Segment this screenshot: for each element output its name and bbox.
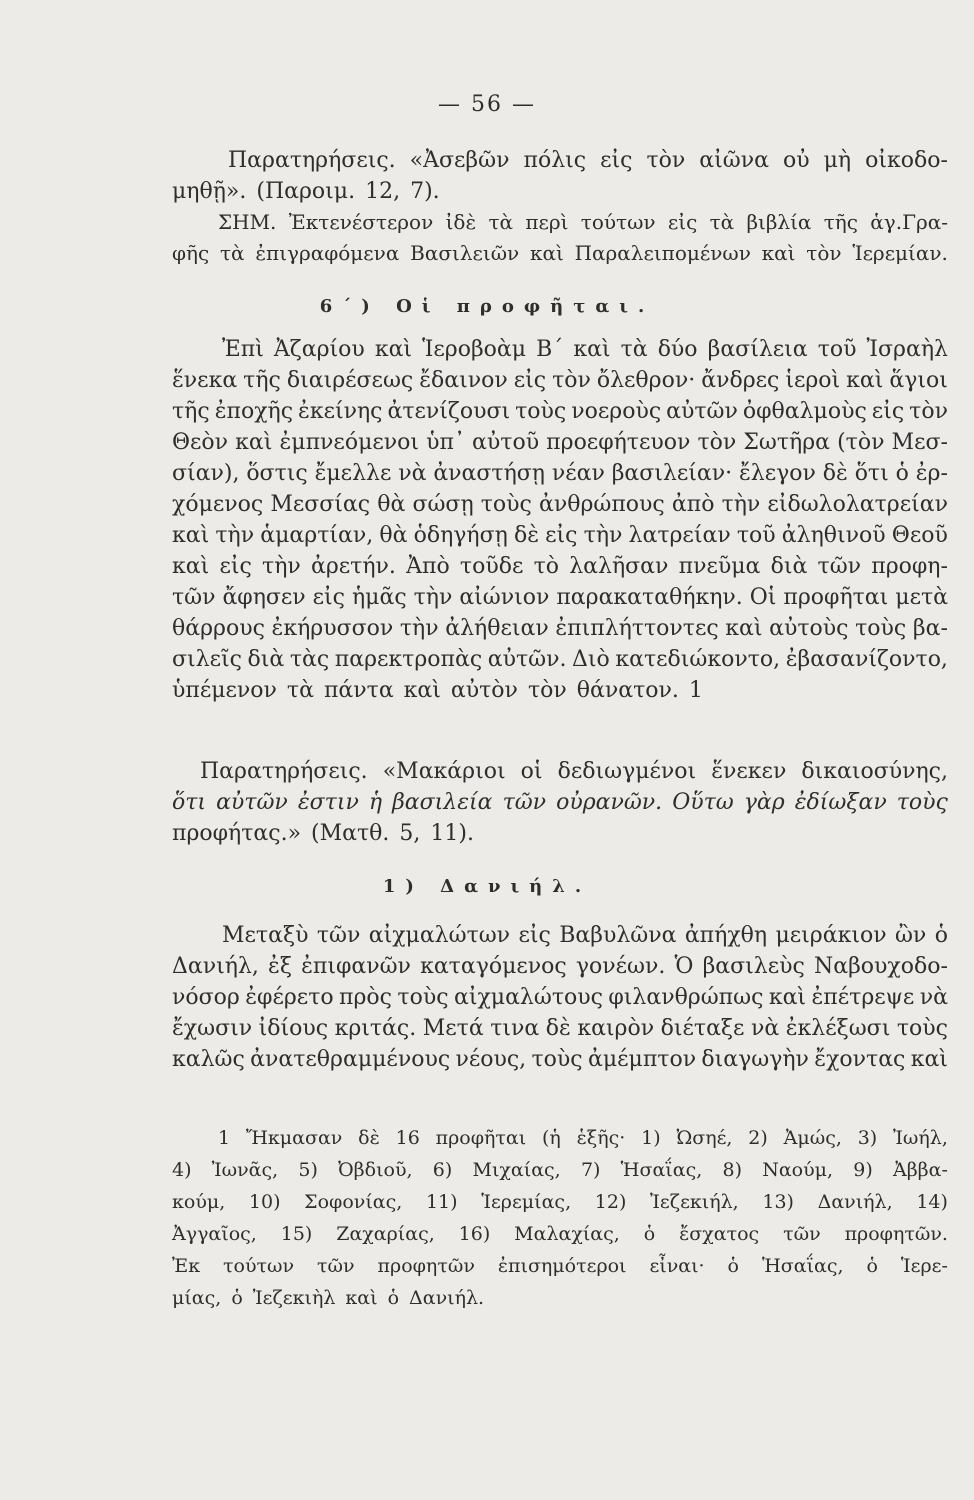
text-line: καὶ τὴν ἁμαρτίαν, θὰ ὁδηγήσῃ δὲ εἰς τὴν λατρείαν τοῦ ἀληθινοῦ Θεοῦ [172,523,948,548]
text-line: ΣΗΜ. Ἐκτενέστερον ἰδὲ τὰ περὶ τούτων εἰς τὰ βιβλία τῆς ἁγ.Γρα- [218,210,948,234]
text-line: Δανιήλ, ἐξ ἐπιφανῶν καταγόμενος γονέων. Ὁ βασιλεὺς Ναβουχοδο- [172,954,948,979]
text-line: τῶν ἄφησεν εἰς ἡμᾶς τὴν αἰώνιον παρακαταθήκην. Οἱ προφῆται μετὰ [172,585,948,610]
footnote [172,1122,948,1314]
footnote-line: Ἐκ τούτων τῶν προφητῶν ἐπισημότεροι εἶναι· ὁ Ἡσαΐας, ὁ Ἱερε- [172,1255,948,1277]
text-line: προφήτας.» (Ματθ. 5, 11). [172,821,474,846]
text-line: σιλεῖς διὰ τὰς παρεκτροπὰς αὐτῶν. Διὸ κατεδιώκοντο, ἐβασανίζοντο, [172,647,948,672]
footnote-line: 1 Ἤκμασαν δὲ 16 προφῆται (ἡ ἑξῆς· 1) Ὠσηέ, 2) Ἀμώς, 3) Ἰωήλ, [218,1127,948,1149]
text-line: θάρρους ἐκήρυσσον τὴν ἀλήθειαν ἐπιπλήττοντες καὶ αὐτοὺς τοὺς βα- [172,616,948,641]
text-line: φῆς τὰ ἐπιγραφόμενα Βασιλειῶν καὶ Παραλειπομένων καὶ τὸν Ἱερεμίαν. [172,241,948,265]
section-heading-daniel: 1) Δανιήλ. [382,876,592,897]
text-line: Μεταξὺ τῶν αἰχμαλώτων εἰς Βαβυλῶνα ἀπήχθη μειράκιον ὢν ὁ [222,923,948,948]
text-line: ἔχωσιν ἰδίους κριτάς. Μετά τινα δὲ καιρὸν διέταξε νὰ ἐκλέξωσι τοὺς [172,1016,948,1041]
text-line: χόμενος Μεσσίας θὰ σώσῃ τοὺς ἀνθρώπους ἀπὸ τὴν εἰδωλολατρείαν [172,492,948,517]
text-line: καὶ εἰς τὴν ἀρετήν. Ἀπὸ τοῦδε τὸ λαλῆσαν πνεῦμα διὰ τῶν προφη- [172,554,948,579]
text-line: ὑπέμενον τὰ πάντα καὶ αὐτὸν τὸν θάνατον. 1 [172,678,703,703]
text-line: σίαν), ὅστις ἔμελλε νὰ ἀναστήσῃ νέαν βασιλείαν· ἔλεγον δὲ ὅτι ὁ ἐρ- [172,461,948,486]
text-line: ἕνεκα τῆς διαιρέσεως ἔδαινον εἰς τὸν ὄλεθρον· ἄνδρες ἱεροὶ καὶ ἅγιοι [172,368,948,393]
footnote-line: μίας, ὁ Ἰεζεκιὴλ καὶ ὁ Δανιήλ. [172,1287,485,1309]
observations-paragraph [172,145,948,269]
footnote-line: κούμ, 10) Σοφονίας, 11) Ἱερεμίας, 12) Ἰεζεκιήλ, 13) Δανιήλ, 14) [172,1191,948,1213]
footnote-line: 4) Ἰωνᾶς, 5) Ὀβδιοῦ, 6) Μιχαίας, 7) Ἡσαΐας, 8) Ναούμ, 9) Ἀββα- [172,1159,948,1181]
beatitude-paragraph [172,756,948,849]
text-line: Παρατηρήσεις. «Ἀσεβῶν πόλις εἰς τὸν αἰῶνα οὐ μὴ οἰκοδο- [228,148,948,173]
text-line: Ἐπὶ Ἀζαρίου καὶ Ἱεροβοὰμ Β΄ καὶ τὰ δύο βασίλεια τοῦ Ἰσραὴλ [222,337,948,362]
text-line: Παρατηρήσεις. «Μακάριοι οἱ δεδιωγμένοι ἕνεκεν δικαιοσύνης, [200,759,948,784]
prophets-paragraph [172,334,948,706]
text-line: καλῶς ἀνατεθραμμένους νέους, τοὺς ἀμέμπτον διαγωγὴν ἔχοντας καὶ [172,1047,948,1072]
page-number: — 56 — [438,92,536,117]
section-heading-prophets: 6΄) Οἱ προφῆται. [319,296,655,317]
text-line: μηθῇ». (Παροιμ. 12, 7). [172,179,440,204]
daniel-paragraph [172,920,948,1075]
footnote-line: Ἀγγαῖος, 15) Ζαχαρίας, 16) Μαλαχίας, ὁ ἔσχατος τῶν προφητῶν. [172,1223,948,1245]
text-line: ὅτι αὐτῶν ἐστιν ἡ βασιλεία τῶν οὐρανῶν. Οὕτω γὰρ ἐδίωξαν τοὺς [172,790,948,815]
text-line: νόσορ ἐφέρετο πρὸς τοὺς αἰχμαλώτους φιλανθρώπως καὶ ἐπέτρεψε νὰ [172,985,948,1010]
text-line: τῆς ἐποχῆς ἐκείνης ἀτενίζουσι τοὺς νοεροὺς αὐτῶν ὀφθαλμοὺς εἰς τὸν [172,399,948,424]
text-line: Θεὸν καὶ ἐμπνεόμενοι ὑπ᾽ αὐτοῦ προεφήτευον τὸν Σωτῆρα (τὸν Μεσ- [172,430,948,455]
